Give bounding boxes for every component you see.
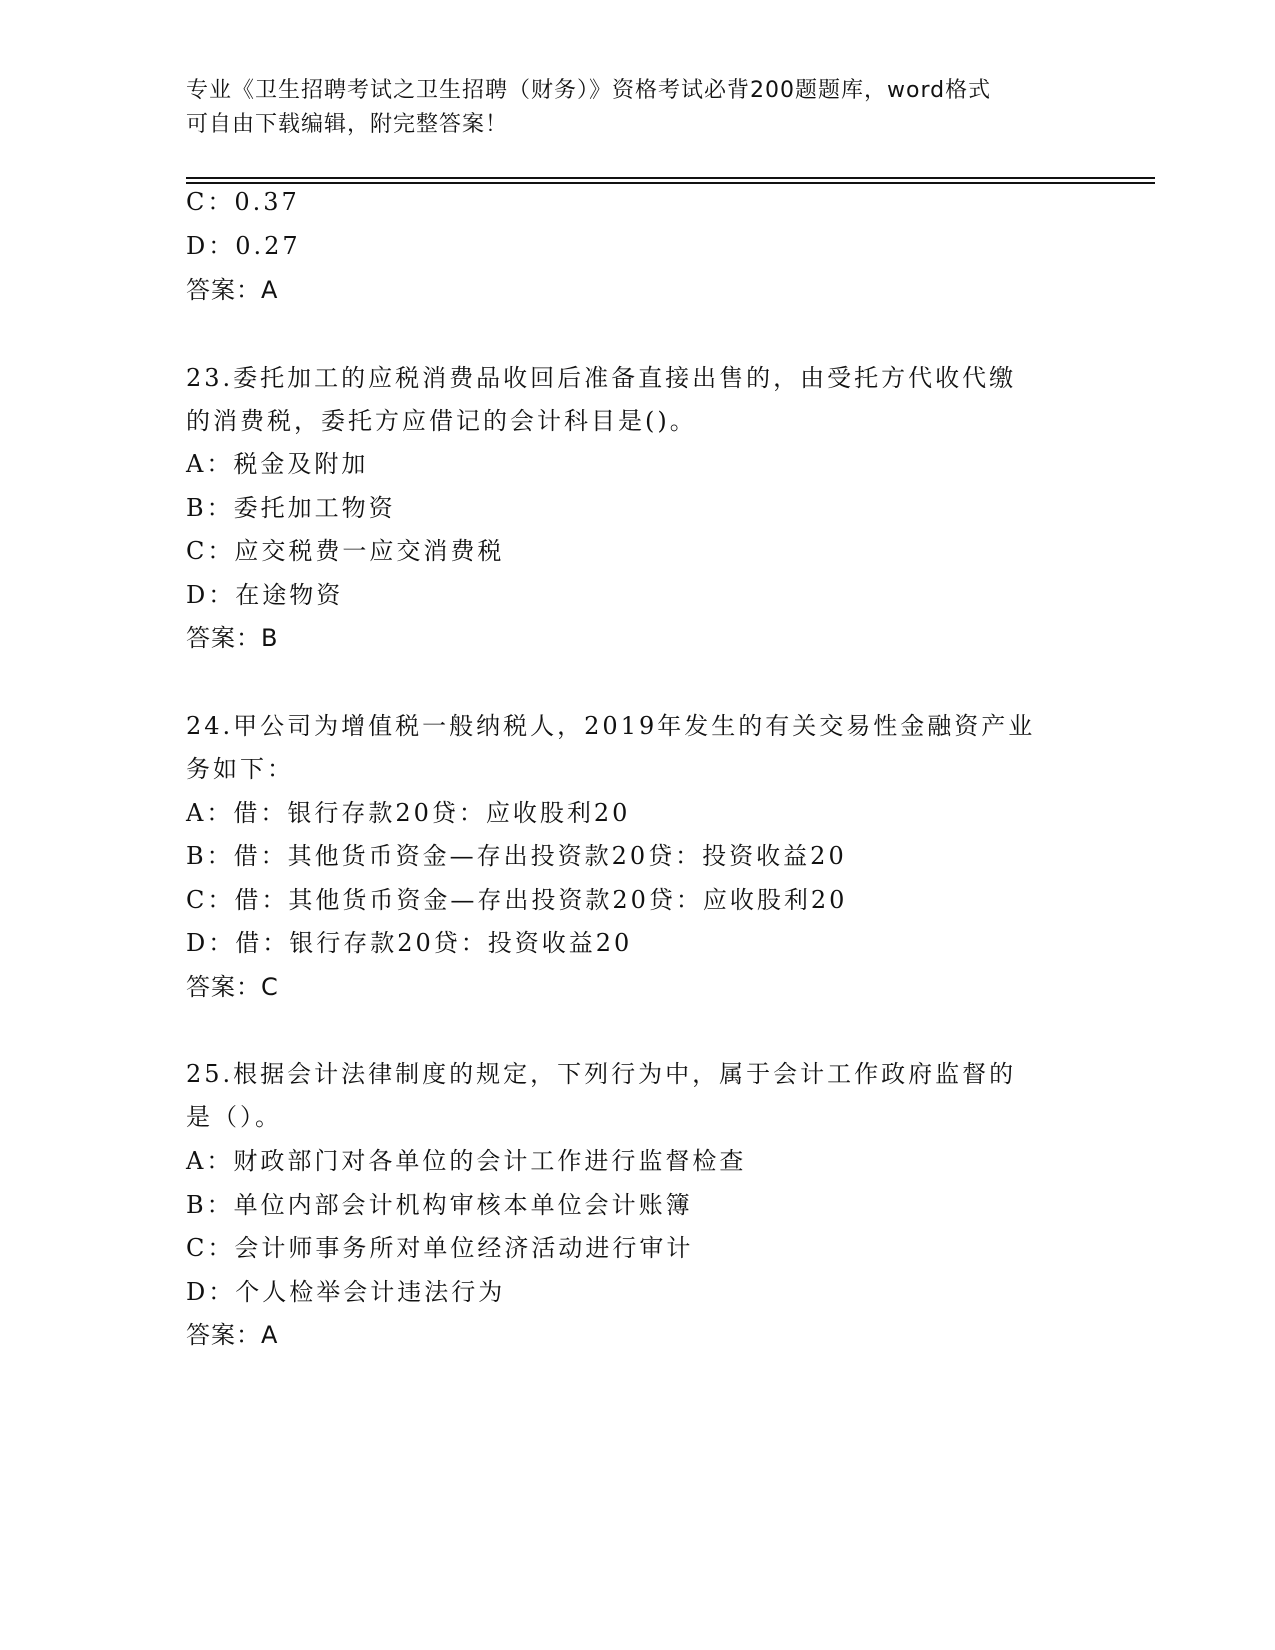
question-24-stem-line-1: 24.甲公司为增值税一般纳税人，2019年发生的有关交易性金融资产业 bbox=[186, 712, 1036, 740]
question-25-option-a: A：财政部门对各单位的会计工作进行监督检查 bbox=[186, 1147, 747, 1175]
header-divider-bottom bbox=[186, 182, 1155, 184]
question-25-stem-line-1: 25.根据会计法律制度的规定，下列行为中，属于会计工作政府监督的 bbox=[186, 1060, 1017, 1088]
option-c: C：0.37 bbox=[186, 188, 300, 216]
question-24-answer: 答案：C bbox=[186, 973, 279, 1001]
question-23-answer: 答案：B bbox=[186, 624, 279, 652]
document-header bbox=[186, 74, 1086, 142]
option-d: D：0.27 bbox=[186, 232, 301, 260]
question-25-option-d: D：个人检举会计违法行为 bbox=[186, 1278, 506, 1306]
question-24-option-d: D：借：银行存款20贷：投资收益20 bbox=[186, 929, 633, 957]
question-25-answer: 答案：A bbox=[186, 1321, 279, 1349]
header-divider-top bbox=[186, 177, 1155, 179]
question-23-option-d: D：在途物资 bbox=[186, 581, 344, 609]
header-line-1: 专业《卫生招聘考试之卫生招聘（财务）》资格考试必背200题题库，word格式 bbox=[186, 78, 992, 103]
answer-line: 答案：A bbox=[186, 276, 279, 304]
question-24-option-c: C：借：其他货币资金—存出投资款20贷：应收股利20 bbox=[186, 886, 848, 914]
question-25-option-c: C：会计师事务所对单位经济活动进行审计 bbox=[186, 1234, 694, 1262]
question-23-stem-line-1: 23.委托加工的应税消费品收回后准备直接出售的，由受托方代收代缴 bbox=[186, 364, 1017, 392]
question-25-stem-line-2: 是（）。 bbox=[186, 1103, 282, 1131]
question-23-stem-line-2: 的消费税，委托方应借记的会计科目是()。 bbox=[186, 407, 697, 435]
question-23-option-c: C：应交税费一应交消费税 bbox=[186, 537, 505, 565]
header-line-2: 可自由下载编辑，附完整答案！ bbox=[186, 112, 509, 137]
question-24-option-a: A：借：银行存款20贷：应收股利20 bbox=[186, 799, 631, 827]
question-24-stem-line-2: 务如下： bbox=[186, 755, 294, 783]
question-23-option-a: A：税金及附加 bbox=[186, 450, 369, 478]
question-24-option-b: B：借：其他货币资金—存出投资款20贷：投资收益20 bbox=[186, 842, 847, 870]
question-23-option-b: B：委托加工物资 bbox=[186, 494, 396, 522]
question-25-option-b: B：单位内部会计机构审核本单位会计账簿 bbox=[186, 1191, 693, 1219]
